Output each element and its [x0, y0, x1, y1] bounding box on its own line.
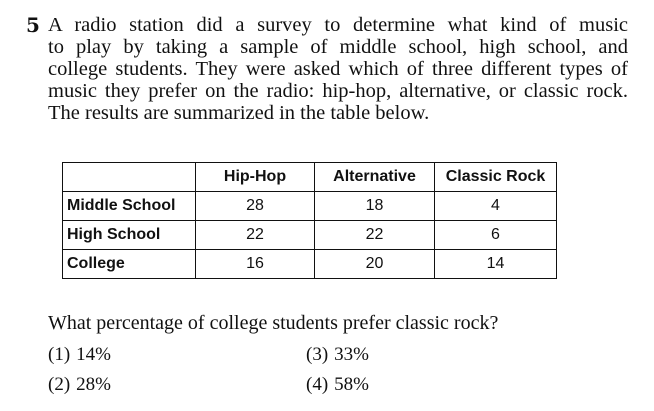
stem-line: college students. They were asked which of three different types of	[48, 58, 628, 80]
question-stem	[48, 14, 628, 124]
table-row	[63, 250, 557, 279]
answer-choice-4[interactable]	[306, 374, 369, 396]
question-prompt: What percentage of college students prefer classic rock?	[48, 312, 499, 334]
column-header-hip-hop: Hip-Hop	[196, 163, 315, 192]
table-cell: 14	[435, 250, 557, 279]
choice-text: 14%	[76, 344, 111, 365]
column-header-classic-rock: Classic Rock	[435, 163, 557, 192]
choice-text: 58%	[334, 374, 369, 395]
table-cell: 28	[196, 192, 315, 221]
stem-line: The results are summarized in the table below.	[48, 102, 430, 124]
choice-text: 33%	[334, 344, 369, 365]
row-header-middle-school: Middle School	[63, 192, 196, 221]
row-header-high-school: High School	[63, 221, 196, 250]
row-header-college: College	[63, 250, 196, 279]
table-cell: 16	[196, 250, 315, 279]
table-header-row	[63, 163, 557, 192]
survey-results-table	[62, 162, 557, 279]
table-cell: 22	[196, 221, 315, 250]
table-corner-cell	[63, 163, 196, 192]
table-cell: 6	[435, 221, 557, 250]
table-cell: 20	[315, 250, 435, 279]
stem-line: A radio station did a survey to determine what kind of music	[48, 14, 628, 36]
question-number: 5	[26, 13, 40, 37]
table-row	[63, 221, 557, 250]
answer-choice-1[interactable]	[48, 344, 111, 366]
stem-line: music they prefer on the radio: hip-hop, alternative, or classic rock.	[48, 80, 628, 102]
stem-line: to play by taking a sample of middle school, high school, and	[48, 36, 628, 58]
choice-number: (3)	[306, 344, 329, 365]
table-cell: 22	[315, 221, 435, 250]
table-row	[63, 192, 557, 221]
choice-number: (4)	[306, 374, 329, 395]
table-cell: 18	[315, 192, 435, 221]
answer-choice-2[interactable]	[48, 374, 111, 396]
choice-text: 28%	[76, 374, 111, 395]
choice-number: (1)	[48, 344, 71, 365]
choice-number: (2)	[48, 374, 71, 395]
column-header-alternative: Alternative	[315, 163, 435, 192]
answer-choice-3[interactable]	[306, 344, 369, 366]
table-cell: 4	[435, 192, 557, 221]
